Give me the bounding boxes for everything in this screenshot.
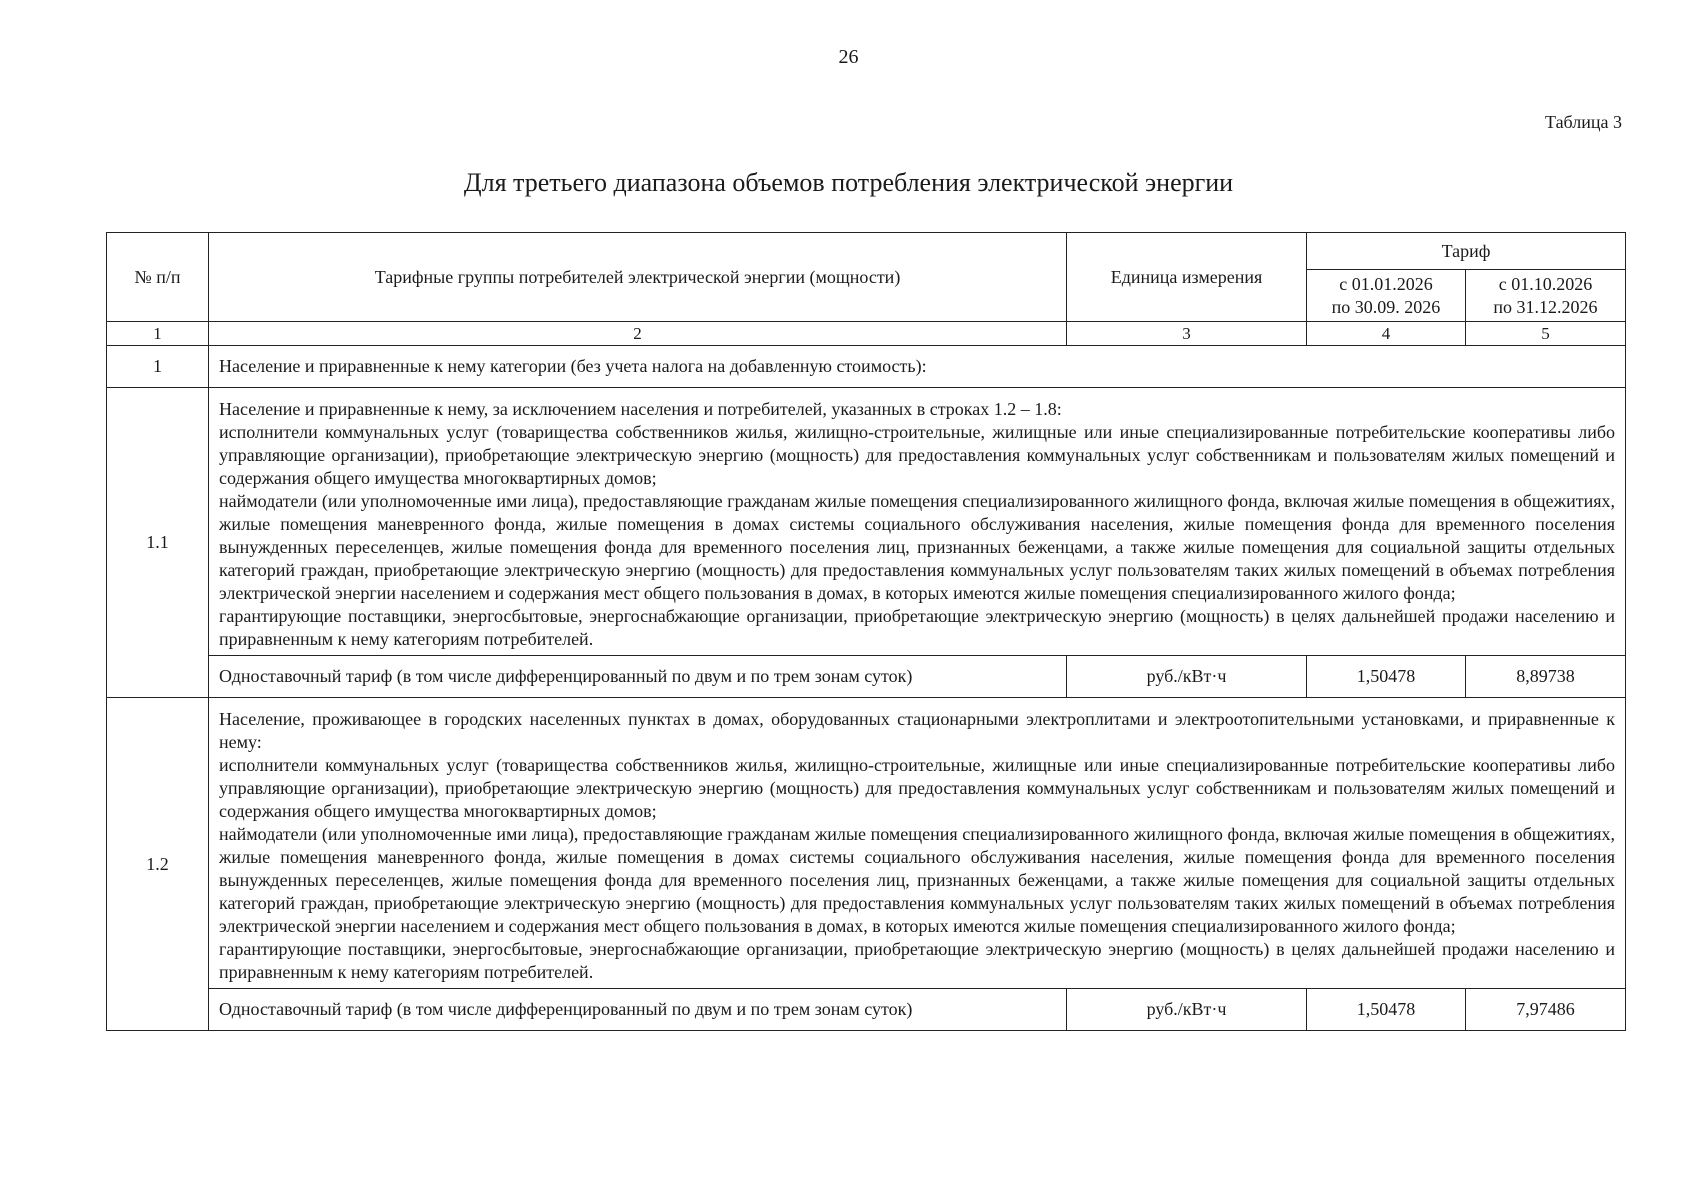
description-paragraph: наймодатели (или уполномоченные ими лица), предоставляющие гражданам жилые помещения специализированного жилищного фонда, включая жилые помещения в общежитиях, жилые помещения маневренного фонда, жилые помещения в домах системы социального обслуживания населения, жилые помещения фонда для временного поселения вынужденных переселенцев, жилые помещения фонда для временного поселения лиц, признанных беженцами, а также жилые помещения для социальной защиты отдельных категорий граждан, приобретающие электрическую энергию (мощность) для предоставления коммунальных услуг пользователям таких жилых помещений в объемах потребления электрической энергии населением и содержания мест общего пользования в домах, в которых имеются жилые помещения специализированного жилого фонда; [219, 824, 1615, 936]
row-description [209, 698, 1626, 989]
header-tariff: Тариф [1307, 233, 1626, 270]
tariff-table [106, 232, 1626, 1031]
tariff-unit: руб./кВт·ч [1067, 989, 1307, 1031]
period-1-start: с 01.01.2026 [1339, 273, 1433, 294]
tariff-value-period-1: 1,50478 [1307, 656, 1466, 698]
tariff-value-period-2: 7,97486 [1466, 989, 1626, 1031]
description-paragraph: исполнители коммунальных услуг (товарищества собственников жилья, жилищно-строительные, жилищные или иные специализированные потребительские кооперативы либо управляющие организации), приобретающие электрическую энергию (мощность) для предоставления коммунальных услуг собственникам и пользователям жилых помещений и содержания общего имущества многоквартирных домов; [219, 755, 1615, 821]
table-caption: Таблица 3 [1545, 112, 1622, 132]
period-2-end: по 31.12.2026 [1493, 296, 1598, 317]
description-paragraph: Население, проживающее в городских населенных пунктах в домах, оборудованных стационарными электроплитами и электроотопительными установками, и приравненные к нему: [219, 709, 1615, 752]
header-period-2 [1466, 270, 1626, 322]
header-num: № п/п [107, 233, 209, 322]
period-2-start: с 01.10.2026 [1498, 273, 1593, 294]
column-number-5: 5 [1466, 322, 1626, 346]
tariff-value-period-1: 1,50478 [1307, 989, 1466, 1031]
table-row [107, 656, 1626, 698]
description-paragraph: наймодатели (или уполномоченные ими лица), предоставляющие гражданам жилые помещения специализированного жилищного фонда, включая жилые помещения в общежитиях, жилые помещения маневренного фонда, жилые помещения в домах системы социального обслуживания населения, жилые помещения фонда для временного поселения вынужденных переселенцев, жилые помещения фонда для временного поселения лиц, признанных беженцами, а также жилые помещения для социальной защиты отдельных категорий граждан, приобретающие электрическую энергию (мощность) для предоставления коммунальных услуг пользователям таких жилых помещений в объемах потребления электрической энергии населением и содержания мест общего пользования в домах, в которых имеются жилые помещения специализированного жилого фонда; [219, 491, 1615, 603]
description-paragraph: Население и приравненные к нему, за исключением населения и потребителей, указанных в строках 1.2 – 1.8: [219, 399, 1062, 419]
table-row [107, 698, 1626, 989]
row-description [209, 388, 1626, 656]
page-number: 26 [838, 46, 859, 68]
header-groups: Тарифные группы потребителей электрической энергии (мощности) [209, 233, 1067, 322]
description-paragraph: гарантирующие поставщики, энергосбытовые, энергоснабжающие организации, приобретающие электрическую энергию (мощность) в целях дальнейшей продажи населению и приравненным к нему категориям потребителей. [219, 606, 1615, 649]
tariff-value-period-2: 8,89738 [1466, 656, 1626, 698]
tariff-name: Одноставочный тариф (в том числе дифференцированный по двум и по трем зонам суток) [209, 656, 1067, 698]
column-number-2: 2 [209, 322, 1067, 346]
row-num: 1.1 [107, 388, 209, 698]
period-1-end: по 30.09. 2026 [1331, 296, 1441, 317]
column-number-4: 4 [1307, 322, 1466, 346]
header-period-1 [1307, 270, 1466, 322]
tariff-unit: руб./кВт·ч [1067, 656, 1307, 698]
column-number-1: 1 [107, 322, 209, 346]
section-title: Население и приравненные к нему категории (без учета налога на добавленную стоимость): [209, 346, 1626, 388]
tariff-name: Одноставочный тариф (в том числе дифференцированный по двум и по трем зонам суток) [209, 989, 1067, 1031]
section-num: 1 [107, 346, 209, 388]
description-paragraph: исполнители коммунальных услуг (товарищества собственников жилья, жилищно-строительные, жилищные или иные специализированные потребительские кооперативы либо управляющие организации), приобретающие электрическую энергию (мощность) для предоставления коммунальных услуг собственникам и пользователям жилых помещений и содержания общего имущества многоквартирных домов; [219, 422, 1615, 488]
description-paragraph: гарантирующие поставщики, энергосбытовые, энергоснабжающие организации, приобретающие электрическую энергию (мощность) в целях дальнейшей продажи населению и приравненным к нему категориям потребителей. [219, 939, 1615, 982]
table-row [107, 989, 1626, 1031]
document-title: Для третьего диапазона объемов потребления электрической энергии [463, 168, 1234, 197]
table-row [107, 388, 1626, 656]
column-number-3: 3 [1067, 322, 1307, 346]
row-num: 1.2 [107, 698, 209, 1031]
header-unit: Единица измерения [1067, 233, 1307, 322]
